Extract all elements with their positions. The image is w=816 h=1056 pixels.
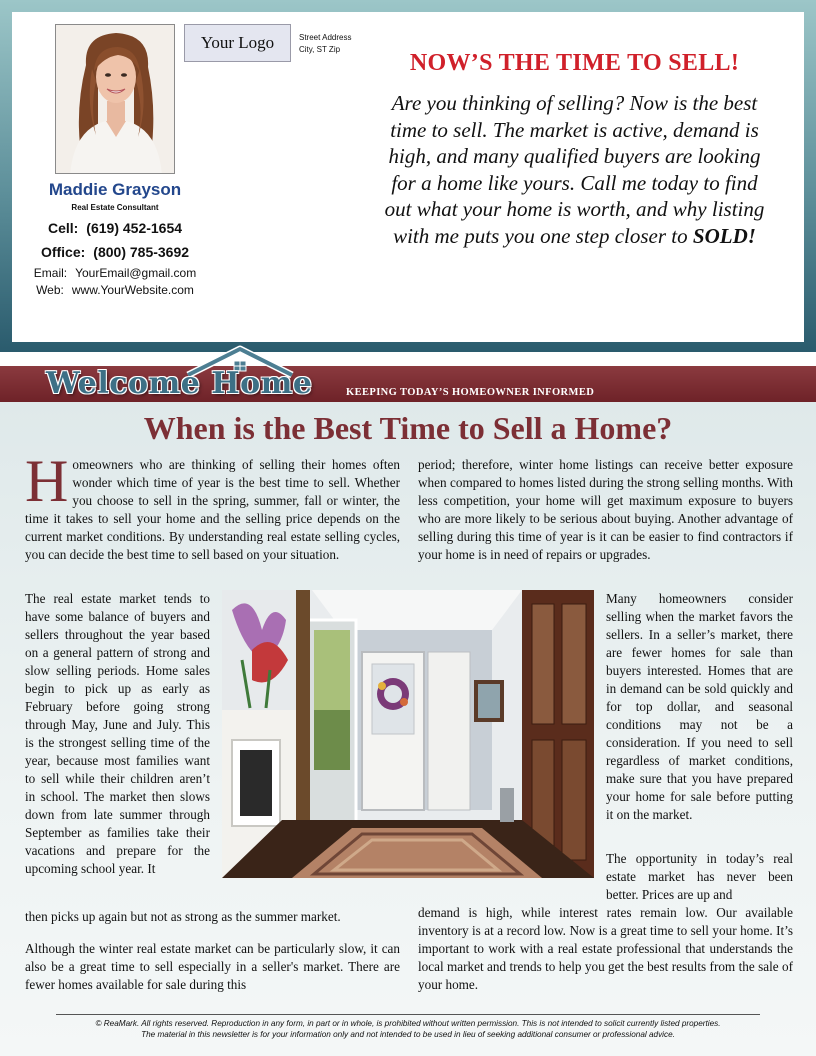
- drop-cap: H: [25, 448, 69, 514]
- agent-header-frame: [0, 0, 816, 352]
- address-street: Street Address: [299, 33, 352, 42]
- address-city: City, ST Zip: [299, 45, 341, 54]
- website-link[interactable]: www.YourWebsite.com: [71, 283, 194, 297]
- email-link[interactable]: YourEmail@gmail.com: [75, 266, 197, 280]
- interior-entryway-photo: [222, 590, 594, 878]
- promo-headline: NOW’S THE TIME TO SELL!: [409, 50, 740, 76]
- promo-pitch: [382, 90, 767, 249]
- agent-photo: [55, 24, 175, 174]
- agent-header-panel: [12, 12, 804, 342]
- cell-phone-line: [12, 220, 218, 236]
- cell-number[interactable]: (619) 452-1654: [86, 220, 183, 236]
- article-paragraph-winter: Although the winter real estate market can be particularly slow, it can also be a great time to sell especially in a seller's market. There are fewer homes available for sale during this: [25, 941, 400, 992]
- article-paragraph-market-cycle: The real estate market tends to have some balance of buyers and sellers throughout the year based on a general pattern of strong and slow selling periods. Home sales begin to pick up as early as February before going strong through May, June and July. This is the strongest selling time of the year, because most families want to sell while their children aren’t in school. The market then slows down from late summer through September as families take their vacations and prepare for the upcoming school year. It: [25, 591, 210, 876]
- office-number[interactable]: (800) 785-3692: [93, 244, 190, 260]
- newsletter-masthead: Welcome Home: [46, 366, 313, 401]
- legal-footer: [40, 1018, 776, 1040]
- article-title: When is the Best Time to Sell a Home?: [143, 410, 673, 446]
- article-paragraph-sellers-market: Many homeowners consider selling when the market favors the sellers. In a seller’s market, there are fewer homes for sale than buyers interested. Homes that are in demand can be sold quickly and for top dollar, and seasonal conditions may not be a consideration. If you need to sell regardless of market conditions, make sure that you have prepared your home for sale before putting it on the market.: [606, 591, 793, 822]
- entryway-illustration: [222, 590, 594, 878]
- agent-title: Real Estate Consultant: [71, 203, 159, 212]
- article-paragraph-opportunity: The opportunity in today’s real estate market has never been better. Prices are up and: [606, 851, 793, 902]
- web-label: Web:: [36, 283, 64, 297]
- footer-divider: [56, 1014, 760, 1015]
- footer-disclaimer: The material in this newsletter is for your information only and not intended to be used in lieu of seeking additional consumer or professional advice.: [141, 1030, 675, 1039]
- newsletter-tagline: KEEPING TODAY’S HOMEOWNER INFORMED: [346, 387, 595, 398]
- email-line: [12, 266, 218, 280]
- footer-copyright: © ReaMark. All rights reserved. Reproduction in any form, in part or in whole, is prohibited without written permission. This is not intended to solicit currently listed properties.: [95, 1019, 721, 1028]
- website-line: [12, 283, 218, 297]
- agent-portrait-illustration: [56, 25, 175, 174]
- promo-pitch-emphasis: SOLD!: [692, 223, 756, 248]
- cell-label: Cell:: [47, 220, 79, 236]
- email-label: Email:: [33, 266, 68, 280]
- agent-name: Maddie Grayson: [48, 180, 182, 199]
- intro-text: omeowners who are thinking of selling their homes often wonder which time of year is the best time to sell. Whether you choose to sell in the spring, summer, fall or winter, the time it takes to sell your home and the selling price depends on the current market conditions. By understanding real estate selling cycles, you can decide the best time to sell based on your situation.: [25, 457, 400, 562]
- article-paragraph-opportunity-end: demand is high, while interest rates remain low. Our available inventory is at a record low. Now is a great time to sell your home. It’s important to work with a real estate professional that understands the local market and trends to help you get the best results from the sale of your home.: [418, 905, 793, 992]
- promo-pitch-text: Are you thinking of selling? Now is the best time to sell. The market is active, demand is high, and many qualified buyers are looking for a home like yours. Call me today to find out what your home is worth, and why listing with me puts you one step closer to: [384, 91, 765, 248]
- article-paragraph-intro: [25, 448, 400, 564]
- office-phone-line: [12, 244, 218, 260]
- article-paragraph-market-cycle-end: then picks up again but not as strong as the summer market.: [25, 909, 341, 924]
- office-label: Office:: [40, 244, 86, 260]
- logo-placeholder: Your Logo: [184, 24, 291, 62]
- article-paragraph-winter-continued: period; therefore, winter home listings can receive better exposure when compared to homes listed during the strong selling months. With less competition, your home will get maximum exposure to buyers who are more likely to be serious about buying. Another advantage of selling during this time of year is it can be easier to find contractors if your home is in need of repairs or upgrades.: [418, 457, 793, 562]
